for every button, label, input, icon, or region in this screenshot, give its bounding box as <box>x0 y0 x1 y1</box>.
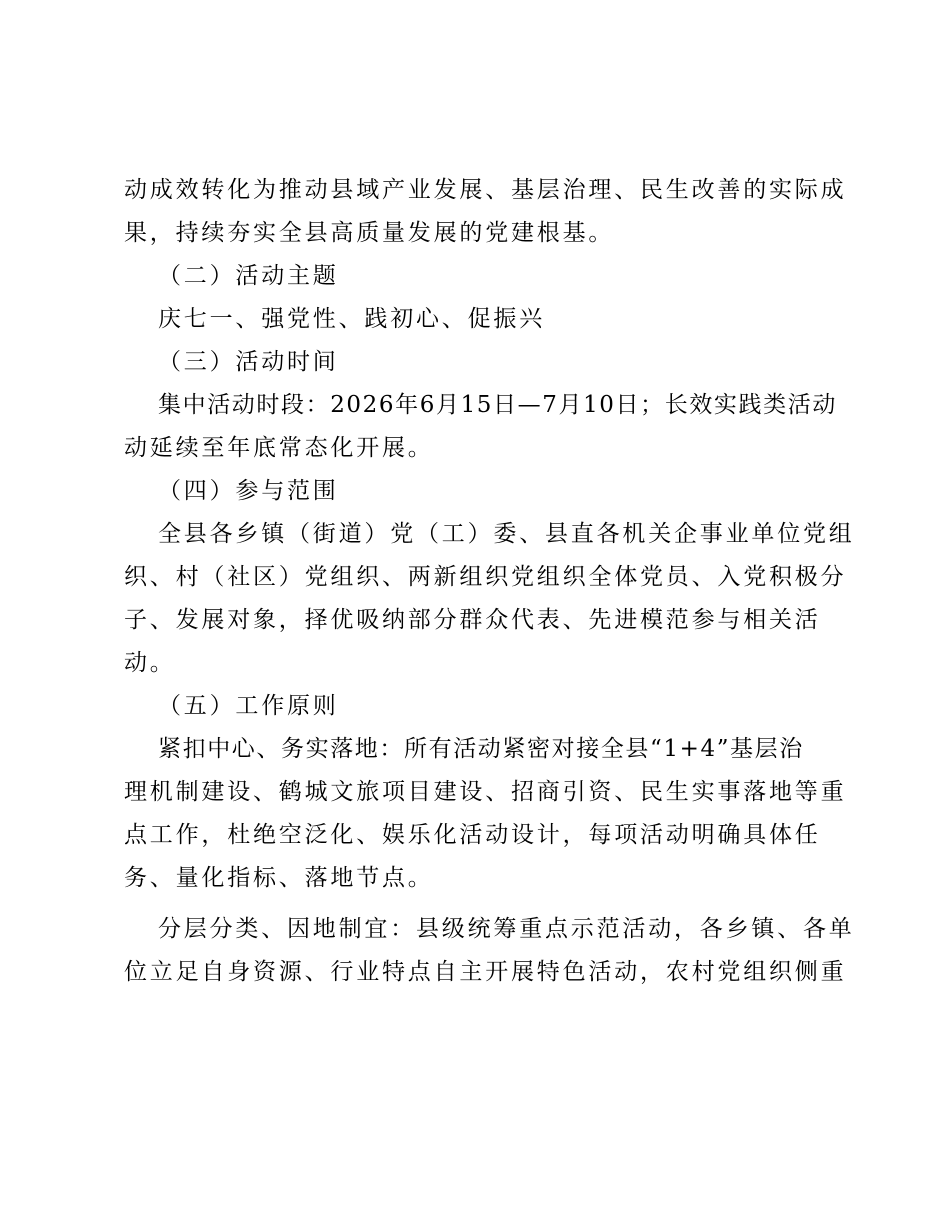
body-text-line: 全县各乡镇（街道）党（工）委、县直各机关企事业单位党组 <box>158 521 855 547</box>
section-heading-scope: （四）参与范围 <box>158 478 339 504</box>
body-text-line: 子、发展对象，择优吸纳部分群众代表、先进模范参与相关活 <box>124 607 821 633</box>
body-text-line: 分层分类、因地制宜：县级统筹重点示范活动，各乡镇、各单 <box>158 916 855 942</box>
body-text-line: 庆七一、强党性、践初心、促振兴 <box>158 306 545 332</box>
section-heading-time: （三）活动时间 <box>158 349 339 375</box>
body-text-line: 位立足自身资源、行业特点自主开展特色活动，农村党组织侧重 <box>124 959 847 985</box>
body-text-line: 织、村（社区）党组织、两新组织党组织全体党员、入党积极分 <box>124 564 847 590</box>
body-text-line: 动。 <box>124 650 176 676</box>
body-text-line: 点工作，杜绝空泛化、娱乐化活动设计，每项活动明确具体任 <box>124 822 821 848</box>
section-heading-principles: （五）工作原则 <box>158 693 339 719</box>
body-text-line: 紧扣中心、务实落地：所有活动紧密对接全县“1+4”基层治 <box>158 736 804 762</box>
section-heading-theme: （二）活动主题 <box>158 263 339 289</box>
body-text-line: 动成效转化为推动县域产业发展、基层治理、民生改善的实际成 <box>124 177 847 203</box>
body-text-line: 理机制建设、鹤城文旅项目建设、招商引资、民生实事落地等重 <box>124 779 847 805</box>
body-text-line: 务、量化指标、落地节点。 <box>124 865 434 891</box>
body-text-line: 果，持续夯实全县高质量发展的党建根基。 <box>124 220 615 246</box>
body-text-line: 集中活动时段：2026年6月15日—7月10日；长效实践类活动 <box>158 392 837 418</box>
body-text-line: 动延续至年底常态化开展。 <box>124 435 434 461</box>
